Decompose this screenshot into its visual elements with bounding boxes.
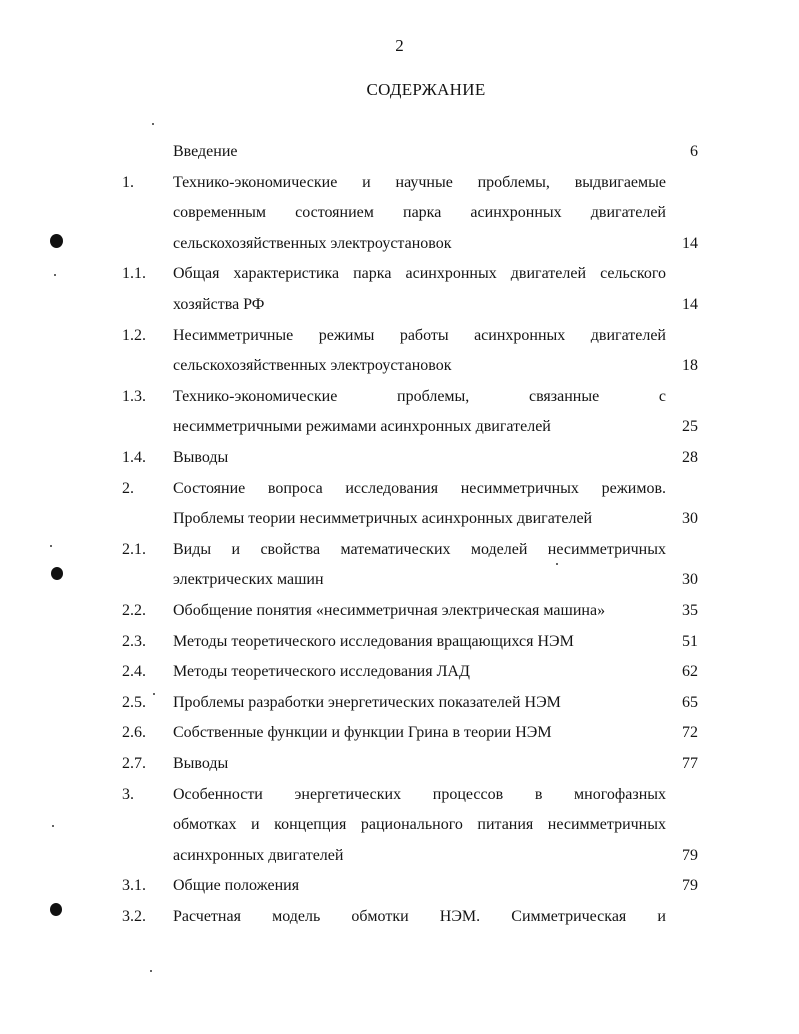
toc-entry-page: 30 [682, 510, 698, 528]
toc-entry-title [173, 718, 666, 749]
toc-entry-title [173, 382, 666, 443]
toc-entry-line: Состояние вопроса исследования несимметричных режимов. [173, 479, 666, 497]
binder-hole-mark [51, 567, 63, 580]
toc-entry-line: Методы теоретического исследования ЛАД [173, 663, 470, 681]
toc-entry-title [173, 443, 666, 474]
toc-entry-number: 2. [122, 479, 134, 497]
toc-entry-title [173, 657, 666, 688]
toc-entry-title [173, 168, 666, 260]
toc-entry-page: 6 [690, 143, 698, 160]
page-title: СОДЕРЖАНИЕ [366, 80, 486, 99]
toc-entry-number: 2.7. [122, 755, 146, 772]
binder-hole-mark [50, 234, 63, 248]
toc-entry-line: Виды и свойства математических моделей несимметричных [173, 540, 666, 558]
toc-entry-title [173, 596, 666, 627]
toc-entry-line: Общие положения [173, 877, 300, 895]
toc-entry-title [173, 749, 666, 780]
toc-entry-line: несимметричными режимами асинхронных двигателей [173, 418, 551, 436]
toc-entry-title [173, 871, 666, 902]
toc-entry-line: Проблемы разработки энергетических показателей НЭМ [173, 693, 561, 711]
toc-entry-title [173, 474, 666, 535]
toc-entry-title [173, 627, 666, 658]
toc-entry-page: 25 [682, 418, 698, 436]
toc-entry-line: Проблемы теории несимметричных асинхронных двигателей [173, 510, 593, 528]
scan-speck [153, 693, 155, 695]
toc-entry-number: 1. [122, 173, 134, 191]
toc-entry-page: 18 [682, 357, 698, 375]
toc-entry-line: сельскохозяйственных электроустановок [173, 234, 452, 252]
toc-entry-number: 2.4. [122, 663, 146, 681]
toc-entry-page: 77 [682, 755, 698, 772]
scan-speck [150, 970, 152, 972]
toc-entry-number: 1.4. [122, 449, 146, 466]
toc-entry-line: современным состоянием парка асинхронных двигателей [173, 204, 666, 222]
toc-entry-title [173, 902, 666, 933]
toc-entry-page: 14 [682, 234, 698, 252]
toc-entry-line: Несимметричные режимы работы асинхронных двигателей [173, 326, 666, 344]
toc-entry-title [173, 688, 666, 719]
toc-entry-page: 62 [682, 663, 698, 681]
toc-entry-number: 3.2. [122, 908, 146, 925]
toc-entry-line: Общая характеристика парка асинхронных двигателей сельского [173, 265, 666, 283]
toc-entry-line: Технико-экономические и научные проблемы, выдвигаемые [173, 173, 666, 191]
toc-entry-number: 2.2. [122, 602, 146, 619]
toc-entry-title [173, 321, 666, 382]
toc-entry-number: 3.1. [122, 877, 146, 895]
page-number: 2 [395, 36, 404, 55]
toc-entry-line: асинхронных двигателей [173, 846, 344, 864]
toc-entry-line: сельскохозяйственных электроустановок [173, 357, 452, 375]
toc-entry-number: 1.3. [122, 387, 146, 405]
toc-entry-line: Особенности энергетических процессов в многофазных [173, 785, 666, 803]
toc-entry-page: 14 [682, 295, 698, 313]
toc-entry-line: Введение [173, 143, 238, 160]
toc-entry-number: 2.6. [122, 724, 146, 742]
toc-entry-page: 51 [682, 632, 698, 650]
toc-entry-page: 35 [682, 602, 698, 619]
toc-entry-page: 72 [682, 724, 698, 742]
toc-entry-line: Выводы [173, 449, 229, 466]
toc-entry-number: 1.2. [122, 326, 146, 344]
toc-entry-line: Выводы [173, 755, 229, 772]
toc-entry-number: 2.1. [122, 540, 146, 558]
toc-entry-page: 79 [682, 877, 698, 895]
toc-entry-page: 65 [682, 693, 698, 711]
toc-entry-page: 79 [682, 846, 698, 864]
toc-entry-number: 1.1. [122, 265, 146, 283]
toc-entry-page: 28 [682, 449, 698, 466]
scan-speck [152, 123, 154, 125]
toc-entry-page: 30 [682, 571, 698, 589]
binder-hole-mark [50, 903, 62, 916]
toc-entry-title [173, 137, 666, 168]
scan-speck [50, 545, 52, 547]
toc-entry-line: обмотках и концепция рационального питания несимметричных [173, 816, 666, 834]
toc-entry-line: Технико-экономические проблемы, связанные с [173, 387, 666, 405]
toc-entry-title [173, 780, 666, 872]
toc-entry-title [173, 535, 666, 596]
toc-entry-line: Обобщение понятия «несимметричная электрическая машина» [173, 602, 606, 619]
toc-entry-number: 2.3. [122, 632, 146, 650]
scan-speck [54, 274, 56, 276]
toc-entry-line: Методы теоретического исследования вращающихся НЭМ [173, 632, 574, 650]
toc-entry-line: хозяйства РФ [173, 295, 265, 313]
toc-entry-line: Собственные функции и функции Грина в теории НЭМ [173, 724, 552, 742]
toc-entry-title [173, 259, 666, 320]
toc-entry-number: 2.5. [122, 693, 146, 711]
scan-speck [52, 825, 54, 827]
toc-entry-line: Расчетная модель обмотки НЭМ. Симметрическая и [173, 908, 666, 925]
scan-speck [556, 563, 558, 565]
toc-entry-number: 3. [122, 785, 134, 803]
toc-entry-line: электрических машин [173, 571, 324, 589]
